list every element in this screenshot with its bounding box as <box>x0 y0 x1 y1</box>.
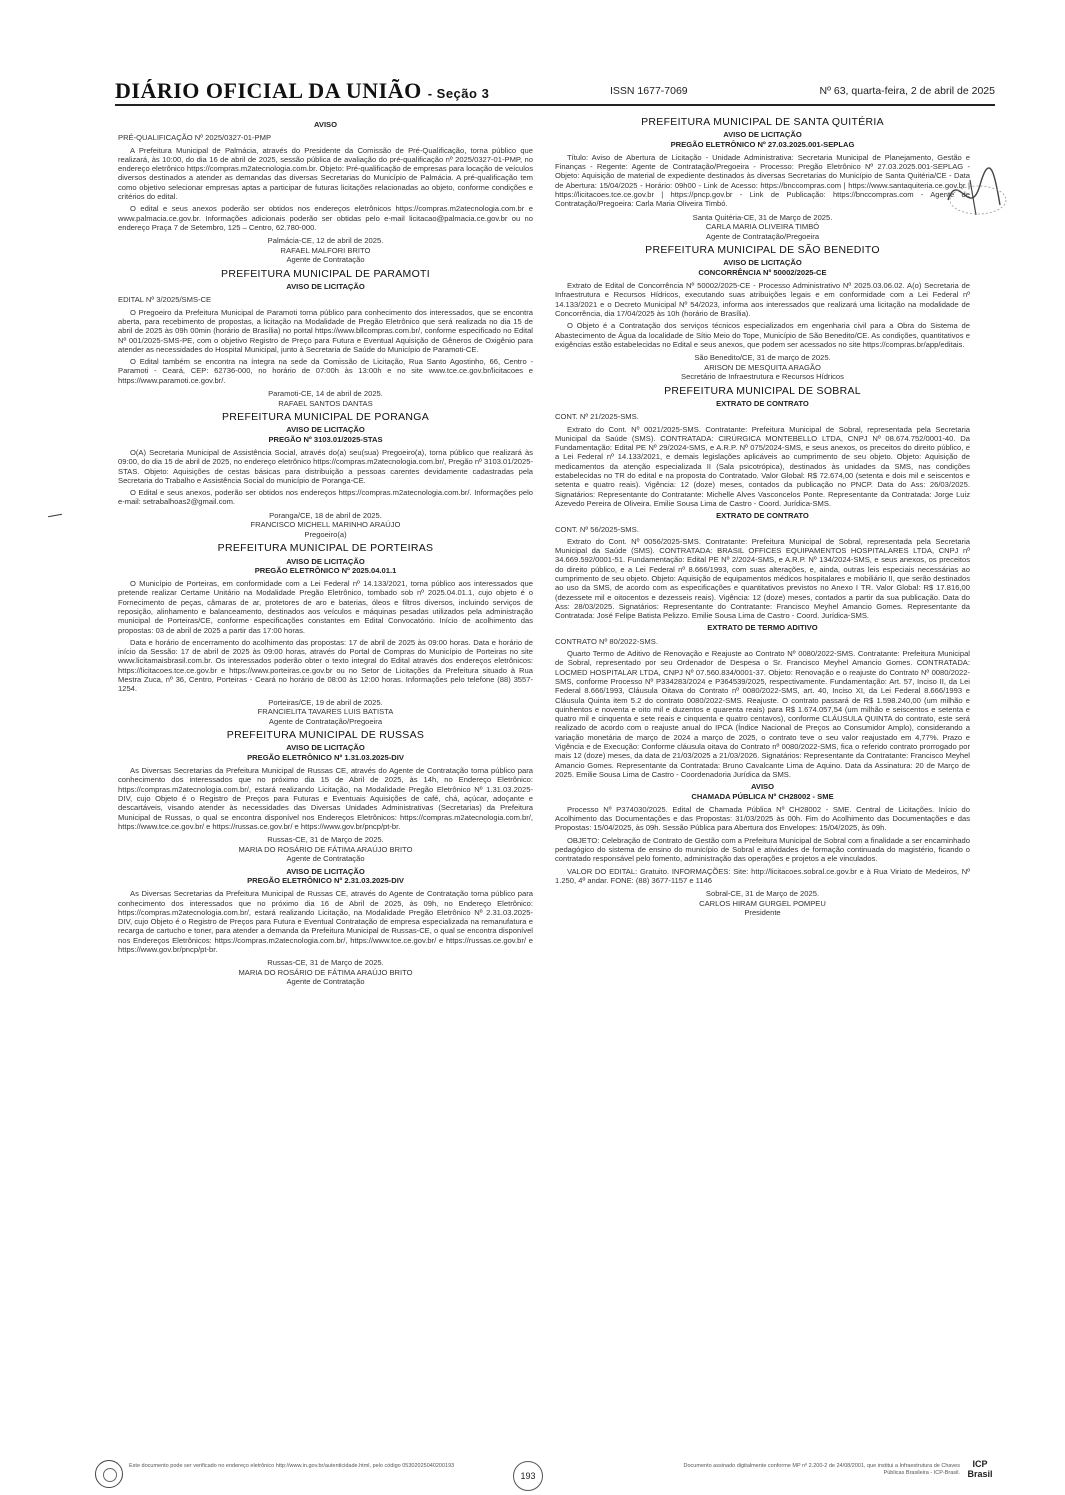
notice-title: AVISO DE LICITAÇÃO <box>286 866 365 876</box>
notice-title: AVISO <box>750 782 775 792</box>
footer-verification-text: Este documento pode ser verificado no endereço eletrônico http://www.in.gov.br/autenticidade.html, pelo código 05302025040200193 <box>129 1463 455 1469</box>
notice-number: PREGÃO Nº 3103.01/2025-STAS <box>268 434 383 444</box>
signature-block <box>118 236 533 265</box>
right-column <box>555 118 970 921</box>
paragraph: As Diversas Secretarias da Prefeitura Municipal de Russas CE, através do Agente de Contratação torna público para conhecimento dos interessados que no próximo dia 16 de Abril de 2025, às 09h, no Endereço Eletrônico: https://compras.m2atecnologia.com.br/, estará realizando Licitação, na Modalidade Pregão Eletrônico Nº 2.31.03.2025-DIV, cujo Objeto é o Registro de Preços para Futura e Eventual Contratação de empresa especializada na remanufatura e recarga de cartucho e toner, para atender a demanda da Prefeitura Municipal de Russas-CE, o qual se encontra disponível nos Endereços Eletrônicos: https://compras.m2atecnologia.com.br/, https://www.tce.ce.gov.br/ e https://russas.ce.gov.br/ e https://www.gov.br/pncp/pt-br. <box>118 889 533 954</box>
signer-name: FRANCISCO MICHELL MARINHO ARAÚJO <box>250 520 401 530</box>
paragraph: O Município de Porteiras, em conformidade com a Lei Federal nº 14.133/2021, torna público aos interessados que pretende realizar Certame Unitário na Modalidade Pregão Eletrônico, tombado sob nº 2025.04.01.1, cujo objeto é o Fornecimento de peças, câmaras de ar, protetores de aro e baterias, óleos e filtros diversos, incluindo serviços de reposição, alinhamento e balanceamento, destinados aos veículos e máquinas pesadas utilizados pela administração municipal de Porteiras/CE, conforme especificações constantes em Edital Convocatório. Início de acolhimento das propostas: 03 de abril de 2025 a partir das 17:00 horas. <box>118 579 533 635</box>
signer-name: MARIA DO ROSÁRIO DE FÁTIMA ARAÚJO BRITO <box>238 967 413 977</box>
org-heading-santa-quiteria: PREFEITURA MUNICIPAL DE SANTA QUITÉRIA <box>641 116 884 128</box>
notice-header <box>555 130 970 149</box>
issue-date: Nº 63, quarta-feira, 2 de abril de 2025 <box>819 85 995 97</box>
place-date: Russas-CE, 31 de Março de 2025. <box>267 958 384 968</box>
notice-header: AVISO DE LICITAÇÃO <box>286 282 365 292</box>
signature-block <box>118 835 533 864</box>
place-date: Russas-CE, 31 de Março de 2025. <box>267 835 384 845</box>
contract-header: EXTRATO DE CONTRATO <box>716 511 809 521</box>
notice-title: AVISO DE LICITAÇÃO <box>723 258 802 268</box>
org-heading-porteiras: PREFEITURA MUNICIPAL DE PORTEIRAS <box>217 542 434 555</box>
signer-name: CARLA MARIA OLIVEIRA TIMBÓ <box>705 222 820 232</box>
signer-role: Agente de Contratação <box>286 255 365 265</box>
notice-number: PREGÃO ELETRÔNICO Nº 1.31.03.2025-DIV <box>247 752 404 762</box>
place-date: Poranga/CE, 18 de abril de 2025. <box>269 510 382 520</box>
aviso-header: AVISO <box>313 120 338 129</box>
journal-name: DIÁRIO OFICIAL DA UNIÃO <box>115 78 422 103</box>
paragraph: A Prefeitura Municipal de Palmácia, através do Presidente da Comissão de Pré-Qualificação, torna público que realizará, às 10:00, do dia 16 de abril de 2025, sessão pública de avaliação do pré-qualificação nº 2025/0327-01-PMP, no endereço eletrônico https://compras.m2atecnologia.com.br. Objeto: Pré-qualificação de empresas para locação de veículos diversos destinados a atender as demandas das diversas Secretarias do Município de Palmácia. A pré-qualificação tem como objetivo selecionar empresas aptas a participar de futuras licitações relacionadas ao objeto, conforme condições e critérios do edital. <box>118 145 533 202</box>
place-date: Sobral-CE, 31 de Março de 2025. <box>705 889 820 899</box>
signature-block <box>555 889 970 918</box>
signer-role: Pregoeiro(a) <box>304 529 347 539</box>
notice-header <box>118 425 533 444</box>
signature-block <box>118 389 533 408</box>
notice-title: AVISO DE LICITAÇÃO <box>286 743 365 753</box>
org-heading-sao-benedito: PREFEITURA MUNICIPAL DE SÃO BENEDITO <box>645 244 880 257</box>
amendment-header: EXTRATO DE TERMO ADITIVO <box>707 623 818 633</box>
signer-name: MARIA DO ROSÁRIO DE FÁTIMA ARAÚJO BRITO <box>238 844 413 854</box>
signature-block <box>118 511 533 540</box>
notice-title: AVISO DE LICITAÇÃO <box>286 425 365 435</box>
notice-header <box>118 557 533 576</box>
masthead <box>115 78 995 104</box>
signer-role: Presidente <box>744 908 781 918</box>
signer-role: Agente de Contratação/Pregoeira <box>705 231 820 241</box>
contract-header: EXTRATO DE CONTRATO <box>716 398 809 408</box>
header-rule <box>115 104 995 106</box>
contract-ref: CONT. Nº 56/2025-SMS. <box>555 524 639 534</box>
seal-icon <box>95 1460 123 1488</box>
signer-name: RAFAEL MALFORI BRITO <box>280 245 371 255</box>
signature-block <box>555 213 970 242</box>
paragraph: OBJETO: Celebração de Contrato de Gestão com a Prefeitura Municipal de Sobral com a finalidade a ser encaminhado pedagógico do sistema de ensino do município de Sobral e atividades de formação continuada do magistério, ficando o contratado responsável pelo fomento, administração das operações e projetos a ele vinculados. <box>555 835 970 864</box>
notice-number: PREGÃO ELETRÔNICO Nº 2.31.03.2025-DIV <box>247 875 404 885</box>
notice-ref: EDITAL Nº 3/2025/SMS-CE <box>118 295 212 305</box>
signature-block <box>118 958 533 987</box>
paragraph: O edital e seus anexos poderão ser obtidos nos endereços eletrônicos https://compras.m2atecnologia.com.br e www.palmacia.ce.gov.br. Informações adicionais poderão ser obtidas pelo e-mail licitacao@palmacia.ce.gov.br ou no endereço Praça 7 de Setembro, 125 – Centro, 62.780-000. <box>118 204 533 232</box>
page-footer <box>95 1455 995 1495</box>
section-label: - Seção 3 <box>427 86 490 101</box>
notice-header <box>118 743 533 762</box>
signer-name: RAFAEL SANTOS DANTAS <box>278 398 373 408</box>
place-date: Santa Quitéria-CE, 31 de Março de 2025. <box>692 212 833 222</box>
paragraph: Quarto Termo de Aditivo de Renovação e Reajuste ao Contrato Nº 0080/2022-SMS. Contratante: Prefeitura Municipal de Sobral, representado por seu Ordenador de Despesa o Sr. Francisco Meyhel Amancio Gomes. CONTRATADA: LOCMED HOSPITALAR LTDA, CNPJ Nº 07.560.834/0001-37. Objeto: Renovação e o reajuste do Contrato Nº 0080/2022-SMS, conforme Processo Nº P334283/2024 e P364539/2025, respectivamente. Fundamentação: Art. 57, Inciso II, da Lei Federal 8.666/1993, Cláusula Oitava do Contrato nº 0080/2022-SMS, art. 40, Inciso XI, da Lei Federal 8.666/1993 e Cláusula Quinta item 5.2 do contrato 0080/2022-SMS. Reajuste. O contrato passará de R$ 1.598.240,00 (um milhão e quinhentos e noventa e oito mil e duzentos e quarenta reais) para R$ 1.674.057,54 (um milhão e seiscentos e setenta e quatro mil e cinquenta e sete reais e cinquenta e quatro centavos), conforme CLÁUSULA QUINTA do contrato, este será realizado de acordo com o reajuste anual do IPCA (Índice Nacional de Preços ao Consumidor Amplo), considerando a variação monetária de março de 2024 a março de 2025, o contrato teve o seu valor reajustado em 4,77%. Prazo e Vigência e de Execução: Conforme cláusula oitava do Contrato nº 0080/2022-SMS, fica o referido contrato prorrogado por mais 12 (doze) meses, da data de 21/03/2025 a 21/03/2026. Signatários: Representante da Contratante: Francisco Meyhel Amancio Gomes. Representante da Contratada: Bruno Cavalcante Lima de Aquino. Data da Assinatura: 20 de Março de 2025. Emilie Sousa Lima de Castro - Coordenadoria Jurídica da SMS. <box>555 649 970 779</box>
signer-name: CARLOS HIRAM GURGEL POMPEU <box>699 898 826 908</box>
org-heading-sobral: PREFEITURA MUNICIPAL DE SOBRAL <box>664 384 861 397</box>
place-date: Paramoti-CE, 14 de abril de 2025. <box>268 389 383 399</box>
notice-title: AVISO DE LICITAÇÃO <box>723 130 802 140</box>
signer-name: ARISON DE MESQUITA ARAGÃO <box>704 362 821 372</box>
place-date: Palmácia-CE, 12 de abril de 2025. <box>267 236 384 246</box>
paragraph: Extrato do Cont. Nº 0056/2025-SMS. Contratante: Prefeitura Municipal de Sobral, representada pela Secretaria Municipal da Saúde (SMS). CONTRATADA: BRASIL OFFICES EQUIPAMENTOS HOSPITALARES LTDA, CNPJ nº 34.669.592/0001-51. Fundamentação: Edital PE Nº 2/2024-SMS, e A.R.P. Nº 134/2024-SMS, e seus anexos, os preceitos do direito público, e a Lei Federal nº 8.666/1993, com suas alterações, e, ainda, outras leis especiais necessárias ao cumprimento de seu objeto. Objeto: Aquisição de equipamentos médicos hospitalares e mobiliário II, que serão destinados ao uso da SMS, de acordo com as especificações e quantitativos previstos no Anexo I TR. Valor Global: R$ 17.816,00 (dezessete mil e oitocentos e dezesseis reais). Vigência: 12 (doze) meses, contados a partir da sua publicação. Data do Ass: 28/03/2025. Signatários: Representante do Contratante: Francisco Meyhel Amancio Gomes. Representante da Contratada: José Felipe Batista Pelizzo. Emilie Sousa Lima de Castro - Coord. Jurídica-SMS. <box>555 536 970 621</box>
signer-role: Agente de Contratação/Pregoeira <box>268 716 383 726</box>
notice-title: AVISO DE LICITAÇÃO <box>286 556 365 566</box>
paragraph: O Objeto é a Contratação dos serviços técnicos especializados em engenharia civil para a Obra do Sistema de Abastecimento de Água da localidade de Sítio Meio do Tope, Município de São Benedito/CE. As condições, quantitativos e exigências estão estabelecidas no Edital e seus anexos, que podem ser acessados no site https://compras.br/app/editais. <box>555 321 970 349</box>
issn: ISSN 1677-7069 <box>610 85 688 97</box>
paragraph: VALOR DO EDITAL: Gratuito. INFORMAÇÕES: Site: http://licitacoes.sobral.ce.gov.br e à Rua Viriato de Medeiros, Nº 1.250, 4º andar. FONE: (88) 3677-1157 e 1146 <box>555 866 970 885</box>
paragraph: O Edital também se encontra na íntegra na sede da Comissão de Licitação, Rua Santo Agostinho, 66, Centro - Paramoti - Ceará, CEP: 62736-000, no horário de 07:00h às 13:00h e no site www.tce.ce.gov.br/licitacoes e https://www.paramoti.ce.gov.br/. <box>118 357 533 385</box>
paragraph: O(A) Secretaria Municipal de Assistência Social, através do(a) seu(sua) Pregoeiro(a), torna público que realizará às 09:00, do dia 15 de abril de 2025, no endereço eletrônico https://compras.m2atecnologia.com.br/, Pregão nº 3103.01/2025-STAS. Objeto: Aquisições de cestas básicas para distribuição a pessoas carentes devidamente cadastradas pela Secretaria do Trabalho e Assistência Social do município de Poranga-CE. <box>118 447 533 485</box>
icp-brasil-logo: ICP Brasil <box>967 1459 993 1479</box>
signature-block <box>555 353 970 382</box>
notice-number: CHAMADA PÚBLICA Nº CH28002 - SME <box>691 791 834 801</box>
signer-role: Agente de Contratação <box>286 854 365 864</box>
place-date: Porteiras/CE, 19 de abril de 2025. <box>268 697 383 707</box>
signer-name: FRANCIELITA TAVARES LUIS BATISTA <box>257 707 394 717</box>
contract-ref: CONT. Nº 21/2025-SMS. <box>555 412 639 422</box>
signature-block <box>118 698 533 727</box>
paragraph: Título: Aviso de Abertura de Licitação - Unidade Administrativa: Secretaria Municipal de Planejamento, Gestão e Finanças - Regente: Agente de Contratação/Pregoeira - Processo: Pregão Eletrônico Nº 27.03.2025.001-SEPLAG - Objeto: Aquisição de material de expediente destinados às diversas Secretarias do Município de Santa Quitéria/CE - Data de Abertura: 15/04/2025 - Horário: 09h00 - Link de Acesso: https://bnccompras.com | https://www.santaquiteria.ce.gov.br | https://licitacoes.tce.ce.gov.br | https://pncp.gov.br - Link de Publicação: https://bnccompras.com - Agente de Contratação/Pregoeira: Carla Maria Oliveira Timbó. <box>555 152 970 209</box>
page-number: 193 <box>513 1461 543 1491</box>
signature-stamp-icon <box>940 160 1010 230</box>
org-heading-paramoti: PREFEITURA MUNICIPAL DE PARAMOTI <box>221 267 430 280</box>
masthead-title <box>115 78 489 104</box>
notice-number: PREGÃO ELETRÔNICO Nº 2025.04.01.1 <box>254 565 397 575</box>
org-heading-russas: PREFEITURA MUNICIPAL DE RUSSAS <box>226 729 425 742</box>
notice-header <box>555 258 970 277</box>
paragraph: O Edital e seus anexos, poderão ser obtidos nos endereços https://compras.m2atecnologia.com.br/. Informações pelo e-mail: setrabalhoas2@gmail.com. <box>118 488 533 507</box>
paragraph: O Pregoeiro da Prefeitura Municipal de Paramoti torna público para conhecimento dos interessados, que se encontra aberta, para recebimento de propostas, a licitação na Modalidade de Pregão Eletrônico que será realizada no dia 15 de abril de 2025 às 09h 00min (horário de Brasília) no portal https://www.bllcompras.com.br/, conforme especificado no Edital Nº 001/2025-SMS-PE, com o objetivo Registro de Preço para Futura e Eventual Aquisição de Gêneros de Oxigênio para atender as necessidades do Hospital Municipal, junto à Secretaria de Saúde do Município de Paramoti-CE. <box>118 307 533 354</box>
place-date: São Benedito/CE, 31 de março de 2025. <box>694 353 831 363</box>
paragraph: Data e horário de encerramento do acolhimento das propostas: 17 de abril de 2025 às 09:00 horas. Data e horário de início da Sessão: 17 de abril de 2025 às 09:00 horas, através do Portal de Compras do Município de Porteiras no site www.licitamaisbrasil.com.br. Os interessados poderão obter o texto integral do Edital através dos endereços eletrônicos: https://licitacoes.tce.ce.gov.br e https://www.porteiras.ce.gov.br ou no Setor de Licitações da Prefeitura situado à Rua Mestra Zuca, nº 36, Centro, Porteiras - Ceará no horário de 08:00 às 12:00 horas. Informações pelo telefone (88) 3557-1254. <box>118 637 533 694</box>
aviso-ref: PRÉ-QUALIFICAÇÃO Nº 2025/0327-01-PMP <box>118 133 272 143</box>
paragraph: Extrato de Edital de Concorrência Nº 50002/2025-CE - Processo Administrativo Nº 2025.03.06.02. A(o) Secretaria de Infraestrutura e Recursos Hídricos, executando suas atribuições legais e em conformidade com a Lei Federal nº 14.133/2021 e o Decreto Municipal Nº 54/2023, informa aos interessados que realizará uma licitação na modalidade de Concorrência, dia 17/04/2025 às 10h (horário de Brasília). <box>555 281 970 318</box>
margin-mark <box>48 514 62 517</box>
org-heading-poranga: PREFEITURA MUNICIPAL DE PORANGA <box>221 411 430 424</box>
paragraph: Processo Nº P374030/2025. Edital de Chamada Pública Nº CH28002 - SME. Central de Licitações. Início do Acolhimento das Documentações e das Propostas: 31/03/2025 às 00h. Fim do Acolhimento das Documentações e das Propostas: 15/04/2025, às 09h. Sessão Pública para Abertura dos Envelopes: 15/04/2025, às 09h. <box>555 804 970 833</box>
notice-number: PREGÃO ELETRÔNICO Nº 27.03.2025.001-SEPLAG <box>670 139 855 149</box>
contract-ref: CONTRATO Nº 80/2022-SMS. <box>555 636 658 646</box>
signer-role: Agente de Contratação <box>286 977 365 987</box>
notice-header <box>555 782 970 801</box>
footer-signature-text: Documento assinado digitalmente conforme MP nº 2.200-2 de 24/08/2001, que institui a Infraestrutura de Chaves Públicas Brasileira - ICP-Brasil. <box>683 1463 960 1476</box>
notice-number: CONCORRÊNCIA Nº 50002/2025-CE <box>698 267 827 277</box>
notice-header <box>118 867 533 886</box>
paragraph: As Diversas Secretarias da Prefeitura Municipal de Russas CE, através do Agente de Contratação torna público para conhecimento dos interessados que no próximo dia 15 de Abril de 2025, às 14h, no Endereço Eletrônico: https://compras.m2atecnologia.com.br/, estará realizando Licitação, na Modalidade Pregão Eletrônico Nº 1.31.03.2025-DIV, cujo Objeto é o Registro de Preços para Futuras e Eventuais Aquisições de café, chá, açúcar, adoçante e descartáveis, visando atender às necessidades das Diversas Unidades Administrativas (Secretarias) da Prefeitura Municipal de Russas, o qual se encontra disponível nos Endereços Eletrônicos: https://compras.m2atecnologia.com.br/, https://www.tce.ce.gov.br/ e https://russas.ce.gov.br/ e https://www.gov.br/pncp/pt-br. <box>118 766 533 831</box>
signer-role: Secretário de Infraestrutura e Recursos Hídricos <box>681 372 844 382</box>
paragraph: Extrato do Cont. Nº 0021/2025-SMS. Contratante: Prefeitura Municipal de Sobral, representada pela Secretaria Municipal da Saúde (SMS). CONTRATADA: CIRÚRGICA MONTEBELLO LTDA, CNPJ Nº 08.674.752/0001-40. Da Fundamentação: Edital PE Nº 29/2024-SMS, e A.R.P. Nº 075/2024-SMS, e seus anexos, os preceitos do direito público, e a Lei Federal nº 14.133/2021, e demais legislações aplicáveis ao cumprimento de seu objeto. Objeto: Aquisição de medicamentos da atenção especializada II (Sala psicotrópica), destinados às unidades da SMS, nas condições estabelecidas no TR do edital e na proposta do Contratado. Valor Global: R$ 72.674,00 (setenta e dois mil e seiscentos e setenta e quatro reais). Vigência: 12 (doze) meses, contados da publicação no PNCP. Data do Ass: 26/03/2025. Signatários: Representante do Contratante: Michelle Alves Vasconcelos Ponte. Representante da Contratada: Jorge Luiz Azevedo Pereira de Oliveira. Emilie Sousa Lima de Castro - Coord. Jurídica-SMS. <box>555 424 970 508</box>
left-column <box>118 118 533 990</box>
